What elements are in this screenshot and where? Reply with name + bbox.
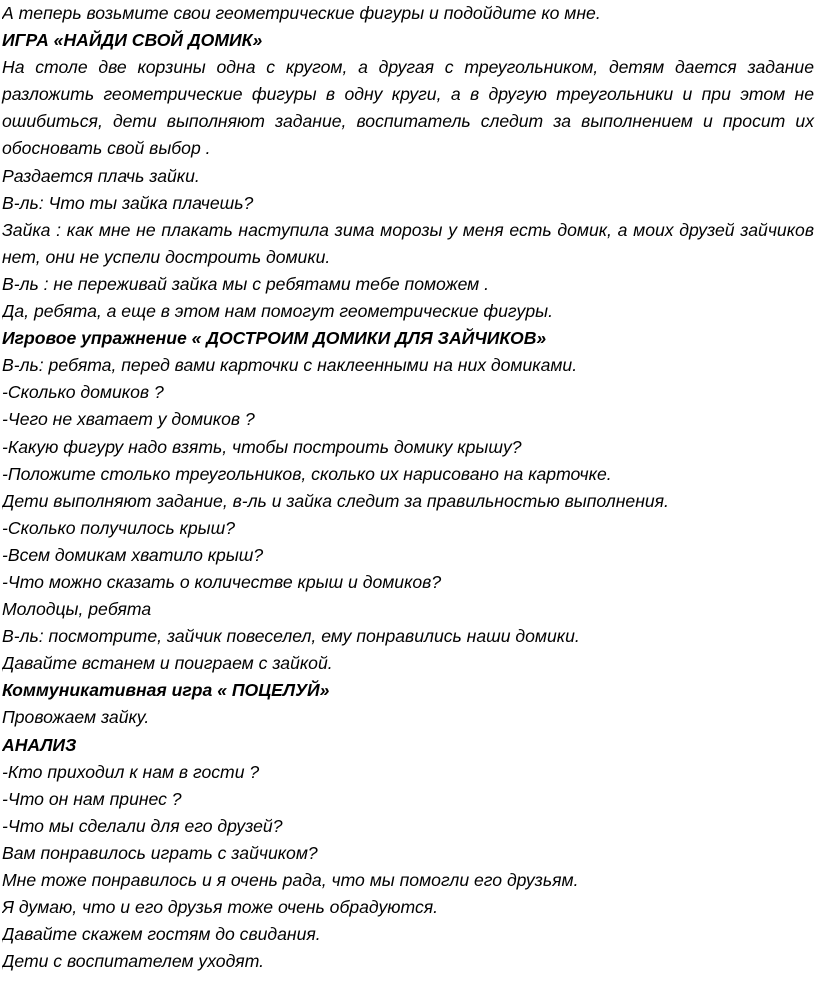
analysis-heading: АНАЛИЗ	[2, 734, 77, 755]
text-line: Давайте скажем гостям до свидания.	[2, 924, 321, 945]
text-line: В-ль: посмотрите, зайчик повеселел, ему понравились наши домики.	[2, 626, 580, 647]
text-line: Дети выполняют задание, в-ль и зайка следит за правильностью выполнения.	[2, 490, 669, 511]
text-line: Молодцы, ребята	[2, 599, 152, 620]
paragraph-baskets: На столе две корзины одна с кругом, а другая с треугольником, детям дается задание разложить геометрические фигуры в одну круги, а в другую треугольники и при этом не ошибиться, дети выполняют задание, воспитатель следит за выполнением и просит их обосновать свой выбор .	[2, 57, 814, 159]
text-line: Давайте встанем и поиграем с зайкой.	[2, 653, 333, 674]
text-line: Дети с воспитателем уходят.	[2, 951, 265, 972]
text-line: -Что он нам принес ?	[2, 788, 182, 809]
text-line: -Какую фигуру надо взять, чтобы построить домику крышу?	[2, 436, 522, 457]
text-line: -Положите столько треугольников, сколько их нарисовано на карточке.	[2, 463, 612, 484]
text-line: -Что мы сделали для его друзей?	[2, 815, 283, 836]
text-line: В-ль : не переживай зайка мы с ребятами тебе поможем .	[2, 273, 489, 294]
text-line: Да, ребята, а еще в этом нам помогут геометрические фигуры.	[2, 301, 553, 322]
text-line: -Сколько получилось крыш?	[2, 517, 235, 538]
text-line: -Что можно сказать о количестве крыш и домиков?	[2, 571, 442, 592]
text-line: -Чего не хватает у домиков ?	[2, 409, 255, 430]
text-line: Вам понравилось играть с зайчиком?	[2, 842, 318, 863]
text-line: Провожаем зайку.	[2, 707, 150, 728]
text-line: Раздается плачь зайки.	[2, 165, 200, 186]
text-line: В-ль: Что ты зайка плачешь?	[2, 192, 254, 213]
text-line: -Всем домикам хватило крыш?	[2, 544, 264, 565]
text-line: -Сколько домиков ?	[2, 382, 164, 403]
text-line: Мне тоже понравилось и я очень рада, что мы помогли его друзьям.	[2, 870, 579, 890]
text-line: В-ль: ребята, перед вами карточки с наклеенными на них домиками.	[2, 355, 578, 376]
exercise-heading: Игровое упражнение « ДОСТРОИМ ДОМИКИ ДЛЯ ЗАЙЧИКОВ»	[2, 328, 547, 349]
communication-game-heading: Коммуникативная игра « ПОЦЕЛУЙ»	[2, 680, 330, 701]
text-line: Я думаю, что и его друзья тоже очень обрадуются.	[2, 897, 439, 918]
text-line: А теперь возьмите свои геометрические фигуры и подойдите ко мне.	[2, 3, 601, 23]
paragraph-bunny: Зайка : как мне не плакать наступила зима морозы у меня есть домик, а моих друзей зайчиков нет, они не успели достроить домики.	[2, 219, 814, 267]
text-line: -Кто приходил к нам в гости ?	[2, 761, 260, 782]
game-heading: ИГРА «НАЙДИ СВОЙ ДОМИК»	[2, 30, 263, 51]
